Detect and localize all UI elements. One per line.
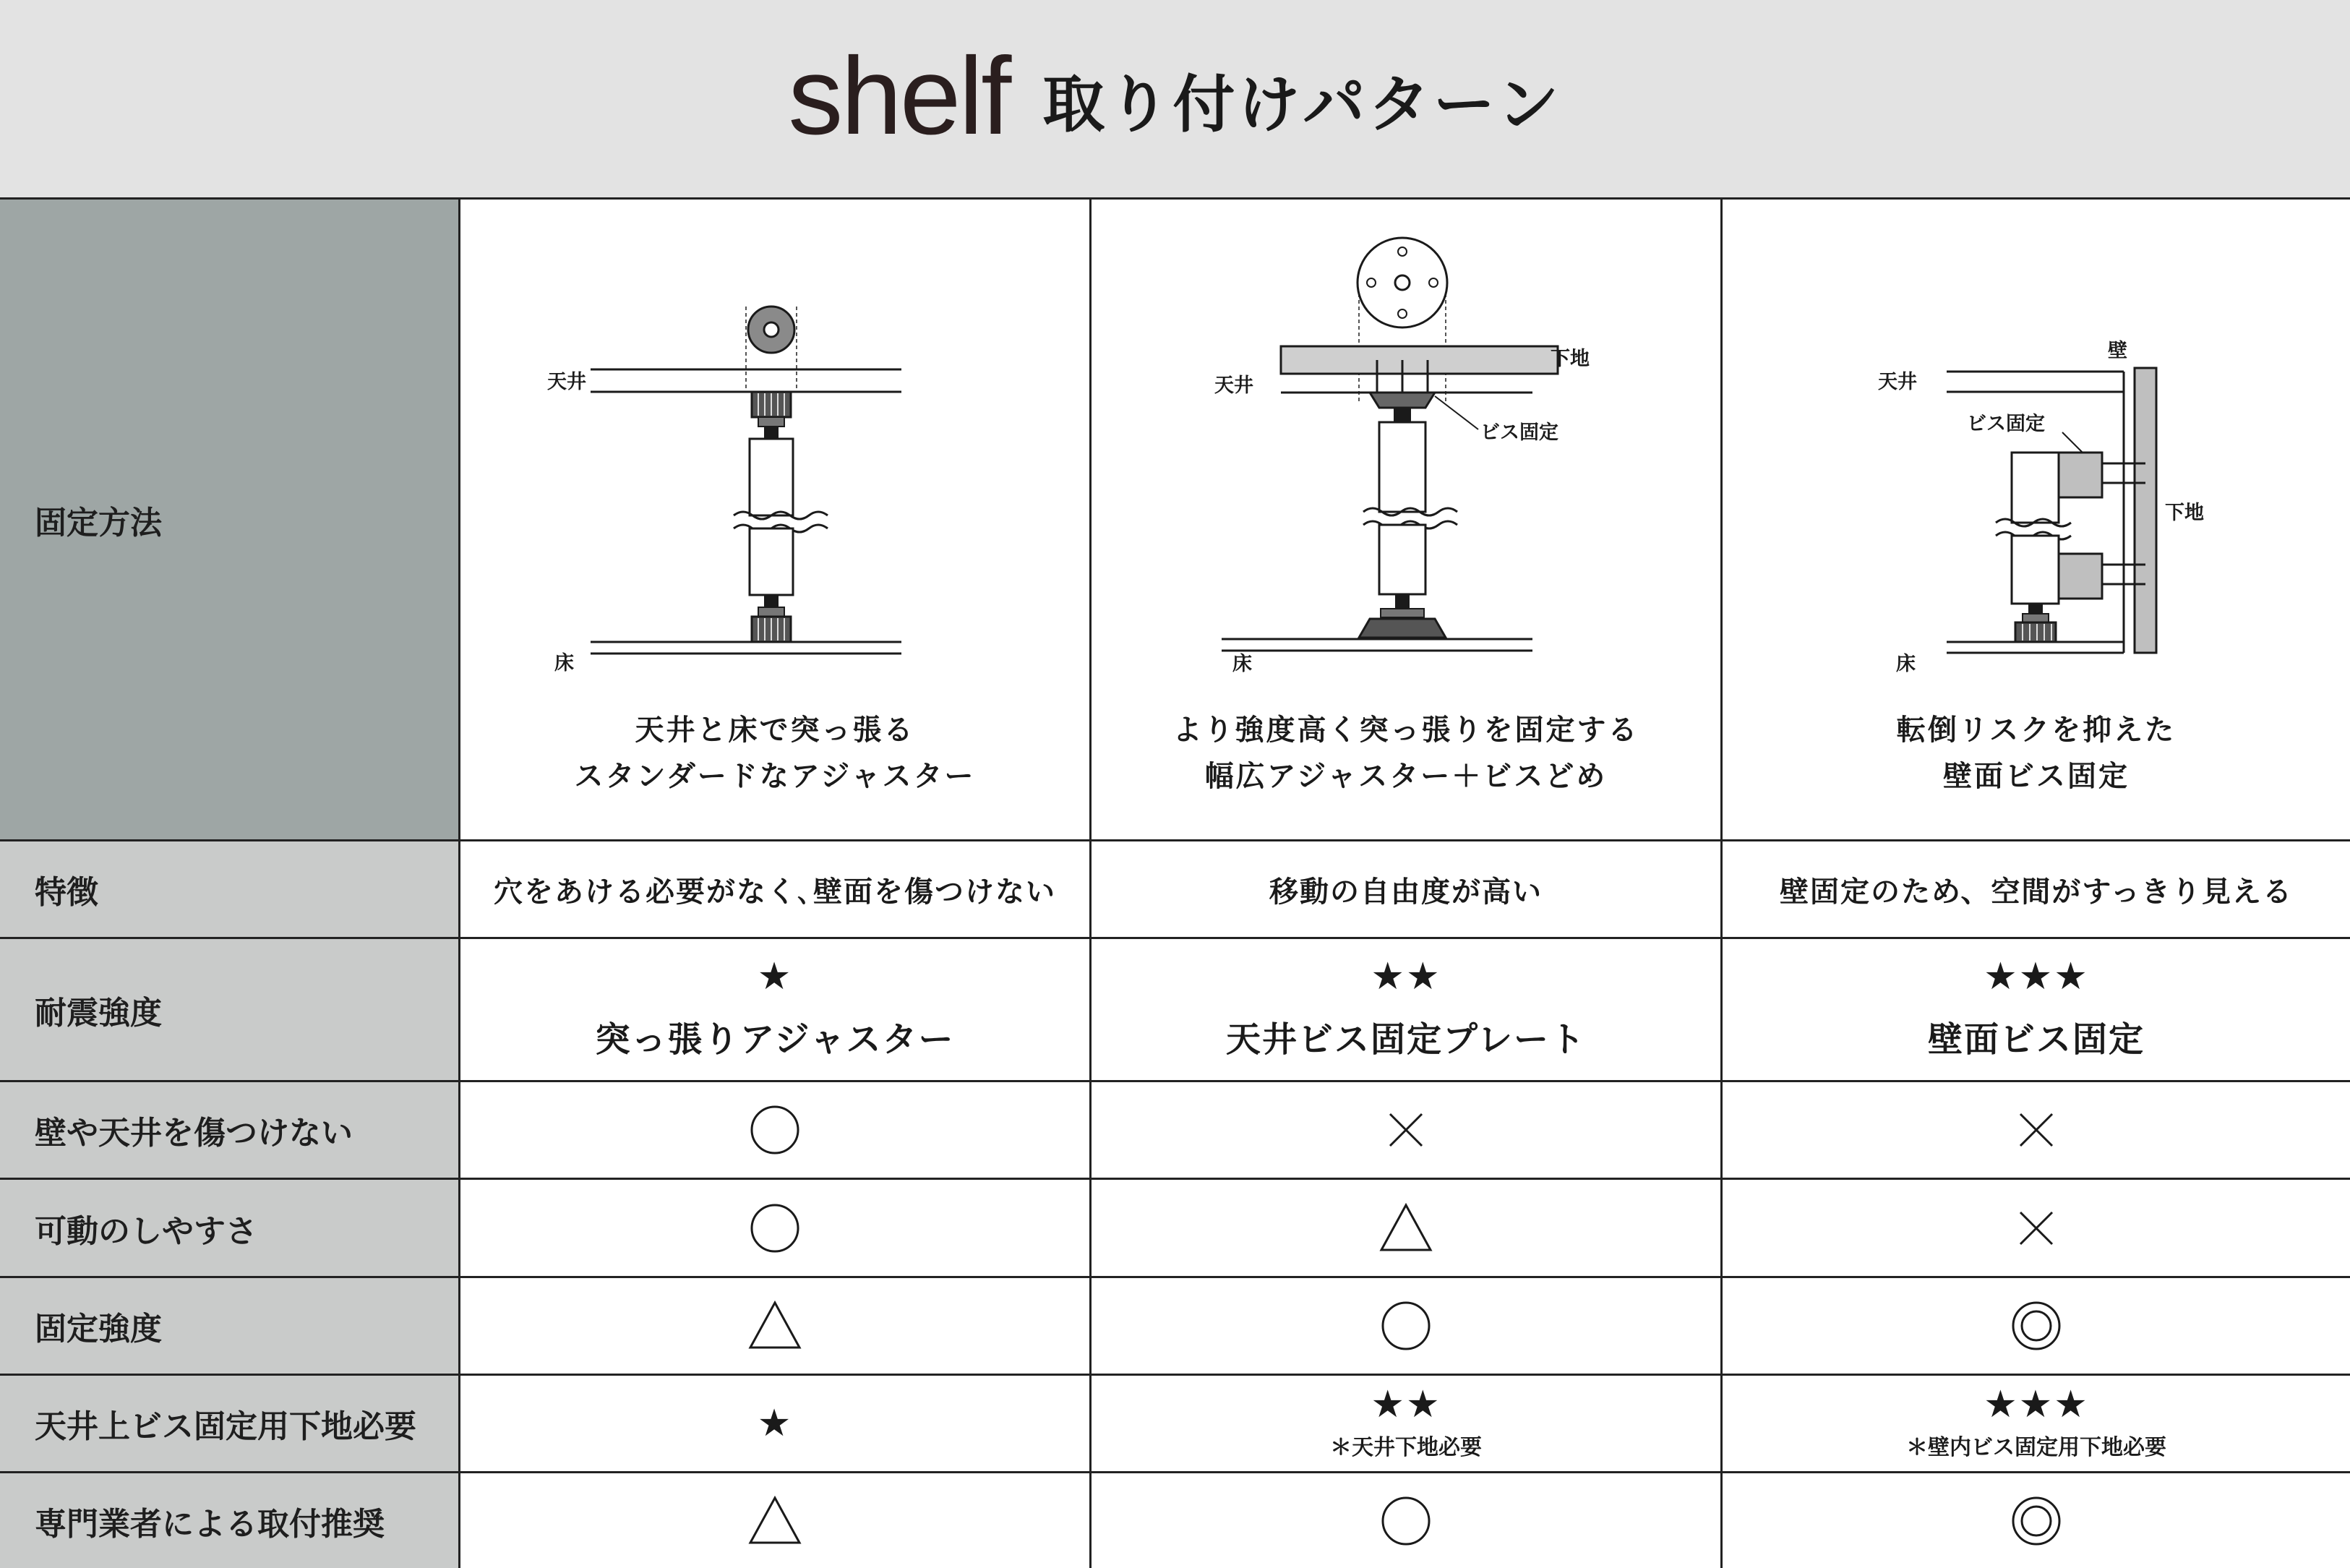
method-cell-3 bbox=[1720, 200, 2350, 841]
method-desc-line: 転倒リスクを抑えた bbox=[1896, 714, 2177, 747]
no-damage-cell-3 bbox=[1720, 1082, 2350, 1180]
method-desc-line: 天井と床で突っ張る bbox=[635, 714, 915, 747]
seismic-cell-1 bbox=[458, 939, 1089, 1082]
fix-strength-cell-3 bbox=[1720, 1278, 2350, 1376]
method-desc-line: 幅広アジャスター＋ビスどめ bbox=[1204, 760, 1608, 793]
floor-label: 床 bbox=[1896, 653, 1916, 675]
seismic-cell-2 bbox=[1089, 939, 1720, 1082]
mobility-cell-3 bbox=[1720, 1180, 2350, 1278]
star-rating: ★★★ bbox=[1984, 955, 2089, 998]
no-damage-cell-2 bbox=[1089, 1082, 1720, 1180]
mobility-cell-2 bbox=[1089, 1180, 1720, 1278]
ceiling-label: 天井 bbox=[1214, 374, 1253, 397]
base-needed-note: ＊天井下地必要 bbox=[1330, 1435, 1482, 1460]
pro-install-cell-3 bbox=[1720, 1473, 2350, 1568]
ceiling-label: 天井 bbox=[547, 371, 586, 393]
star-rating: ★★★ bbox=[1984, 1383, 2089, 1426]
cross-icon bbox=[1377, 1101, 1435, 1159]
pro-install-cell-1 bbox=[458, 1473, 1089, 1568]
base-needed-note: ＊壁内ビス固定用下地必要 bbox=[1906, 1435, 2166, 1460]
seismic-method-name: 突っ張りアジャスター bbox=[595, 1019, 955, 1060]
method-desc-line: より強度高く突っ張りを固定する bbox=[1172, 714, 1639, 747]
brand-logo: shelf bbox=[788, 34, 1010, 158]
circle-icon bbox=[1377, 1492, 1435, 1550]
method-desc-1 bbox=[460, 707, 1089, 800]
triangle-icon bbox=[746, 1492, 804, 1550]
page-title: 取り付けパターン bbox=[1042, 68, 1562, 141]
feature-text: 移動の自由度が高い bbox=[1269, 875, 1543, 909]
floor-label: 床 bbox=[1232, 653, 1252, 675]
row-label-mobility: 可動のしやすさ bbox=[0, 1180, 458, 1278]
feature-text: 穴をあける必要がなく､壁面を傷つけない bbox=[494, 875, 1056, 909]
cross-icon bbox=[2007, 1199, 2065, 1257]
star-rating: ★ bbox=[757, 1402, 793, 1445]
screw-label: ビス固定 bbox=[1967, 413, 2045, 435]
feature-cell-2 bbox=[1089, 841, 1720, 939]
header bbox=[0, 0, 2350, 200]
seismic-cell-3 bbox=[1720, 939, 2350, 1082]
circle-icon bbox=[746, 1101, 804, 1159]
triangle-icon bbox=[746, 1297, 804, 1355]
no-damage-cell-1 bbox=[458, 1082, 1089, 1180]
double-circle-icon bbox=[2007, 1297, 2065, 1355]
base-label: 下地 bbox=[1551, 348, 1590, 370]
fix-strength-cell-2 bbox=[1089, 1278, 1720, 1376]
base-needed-cell-2 bbox=[1089, 1376, 1720, 1473]
row-label-pro-install: 専門業者による取付推奨 bbox=[0, 1473, 458, 1568]
row-label-base-needed: 天井上ビス固定用下地必要 bbox=[0, 1376, 458, 1473]
seismic-method-name: 天井ビス固定プレート bbox=[1225, 1019, 1587, 1060]
comparison-table bbox=[0, 200, 2350, 1568]
cross-icon bbox=[2007, 1101, 2065, 1159]
screw-label: ビス固定 bbox=[1480, 421, 1558, 444]
fix-strength-cell-1 bbox=[458, 1278, 1089, 1376]
method-desc-2 bbox=[1092, 707, 1720, 800]
star-rating: ★★ bbox=[1371, 1383, 1441, 1426]
method-cell-2 bbox=[1089, 200, 1720, 841]
row-label-method: 固定方法 bbox=[0, 200, 458, 841]
double-circle-icon bbox=[2007, 1492, 2065, 1550]
circle-icon bbox=[1377, 1297, 1435, 1355]
star-rating: ★ bbox=[757, 955, 793, 998]
feature-text: 壁固定のため、空間がすっきり見える bbox=[1780, 875, 2293, 909]
triangle-icon bbox=[1377, 1199, 1435, 1257]
wall-label: 壁 bbox=[2108, 340, 2127, 362]
pro-install-cell-2 bbox=[1089, 1473, 1720, 1568]
circle-icon bbox=[746, 1199, 804, 1257]
method-desc-line: スタンダードなアジャスター bbox=[574, 760, 976, 793]
row-label-seismic: 耐震強度 bbox=[0, 939, 458, 1082]
row-label-fix-strength: 固定強度 bbox=[0, 1278, 458, 1376]
base-label: 下地 bbox=[2165, 502, 2204, 524]
feature-cell-3 bbox=[1720, 841, 2350, 939]
method-desc-line: 壁面ビス固定 bbox=[1943, 760, 2130, 793]
base-needed-cell-1 bbox=[458, 1376, 1089, 1473]
row-label-no-damage: 壁や天井を傷つけない bbox=[0, 1082, 458, 1180]
base-needed-cell-3 bbox=[1720, 1376, 2350, 1473]
floor-label: 床 bbox=[554, 652, 574, 674]
seismic-method-name: 壁面ビス固定 bbox=[1927, 1019, 2145, 1060]
star-rating: ★★ bbox=[1371, 955, 1441, 998]
feature-cell-1 bbox=[458, 841, 1089, 939]
row-label-feature: 特徴 bbox=[0, 841, 458, 939]
method-cell-1 bbox=[458, 200, 1089, 841]
method-desc-3 bbox=[1723, 707, 2350, 800]
ceiling-label: 天井 bbox=[1878, 371, 1917, 393]
mobility-cell-1 bbox=[458, 1180, 1089, 1278]
